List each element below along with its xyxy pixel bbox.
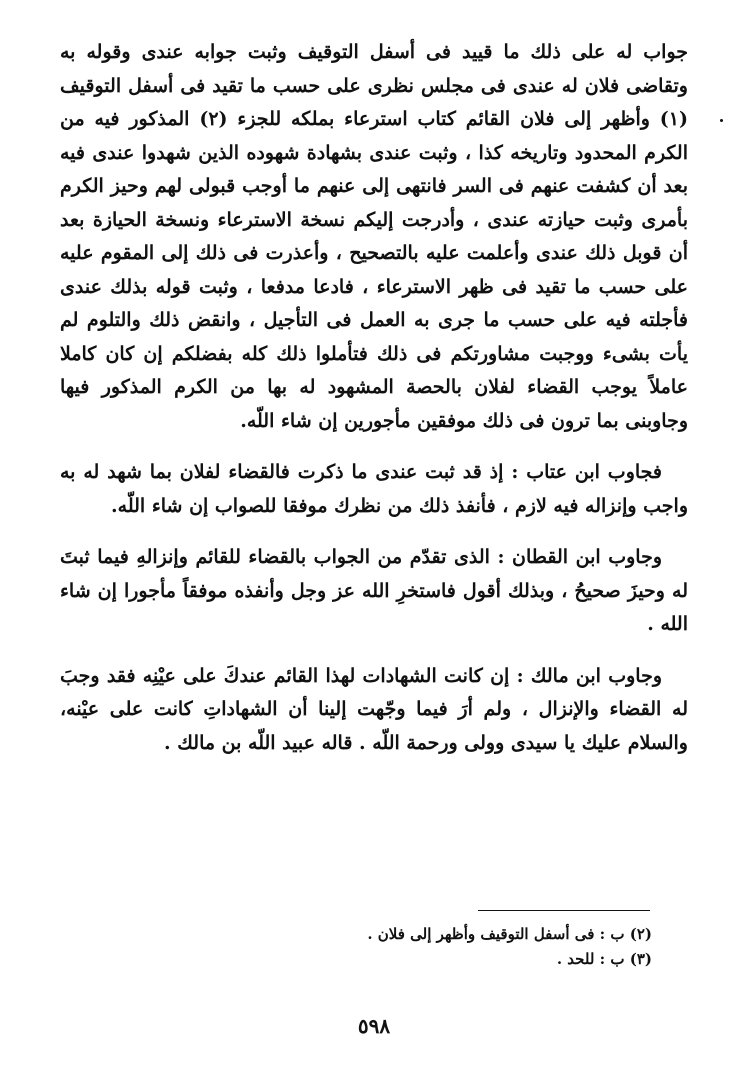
footnotes bbox=[60, 922, 652, 972]
paragraph-answer-ibn-malik: وجاوب ابن مالك : إن كانت الشهادات لهذا القائم عندكَ على عيْنِه فقد وجبَ له القضاء والإنزال ، ولم أرَ فيما وجّهت إلينا أن الشهاداتِ كانت على عيْنه، والسلام عليك يا سيدى وولى ورحمة اللّه . قاله عبيد اللّه بن مالك . bbox=[60, 664, 688, 754]
footnote-3: (٣) ب : للحد . bbox=[556, 950, 652, 968]
paragraph-answer-ibn-attab: فجاوب ابن عتاب : إذ قد ثبت عندى ما ذكرت فالقضاء لفلان بما شهد له به واجب وإنزاله فيه لازم ، فأنفذ ذلك من نظرك موفقا للصواب إن شاء اللّه. bbox=[60, 461, 688, 517]
page-number: ٥٩٨ bbox=[357, 1014, 391, 1038]
paragraph-question: جواب له على ذلك ما قييد فى أسفل التوقيف وثبت جوابه عندى وقوله به وتقاضى فلان له عندى فى مجلس نظرى على حسب ما تقيد فى أسفل التوقيف (١) وأظهر إلى فلان القائم كتاب استرعاء بملكه للجزء (٢) المذكور فيه من الكرم المحدود وتاريخه كذا ، وثبت عندى بشهادة شهوده الذين شهدوا عندى فيه بعد أن كشفت عنهم فى السر فانتهى إلى عنهم ما أوجب قبولى لهم وحيز الكرم بأمرى وثبت حيازته عندى ، وأدرجت إليكم نسخة الاسترعاء ونسخة الحيازة بعد أن قوبل ذلك عندى وأعلمت عليه بالتصحيح ، وأعذرت فى ذلك إلى المقوم عليه على حسب ما تقيد فى ظهر الاسترعاء ، فادعا مدفعا ، وثبت قوله بذلك عندى فأجلته فيه على حسب ما جرى به العمل فى التأجيل ، وانقض ذلك والتلوم لم يأت بشىء ووجبت مشاورتكم فى ذلك فتأملوا ذلك كله بفضلكم إن كان كاملا عاملاً يوجب القضاء لفلان بالحصة المشهود له بها من الكرم المذكور فيها وجاوبنى بما ترون فى ذلك موفقين مأجورين إن شاء اللّه. bbox=[60, 41, 688, 432]
main-text bbox=[60, 36, 688, 778]
margin-mark bbox=[720, 119, 723, 122]
paragraph-answer-ibn-al-qattan: وجاوب ابن القطان : الذى تقدّم من الجواب بالقضاء للقائم وإنزالهِ فيما ثبتَ له وحيزَ صحيحُ ، وبذلك أقول فاستخرِ الله عز وجل وأنفذه موفقاً مأجورا إن شاء الله . bbox=[60, 546, 688, 635]
footnote-2: (٢) ب : فى أسفل التوقيف وأظهر إلى فلان . bbox=[367, 925, 652, 943]
footnote-divider bbox=[478, 910, 650, 911]
